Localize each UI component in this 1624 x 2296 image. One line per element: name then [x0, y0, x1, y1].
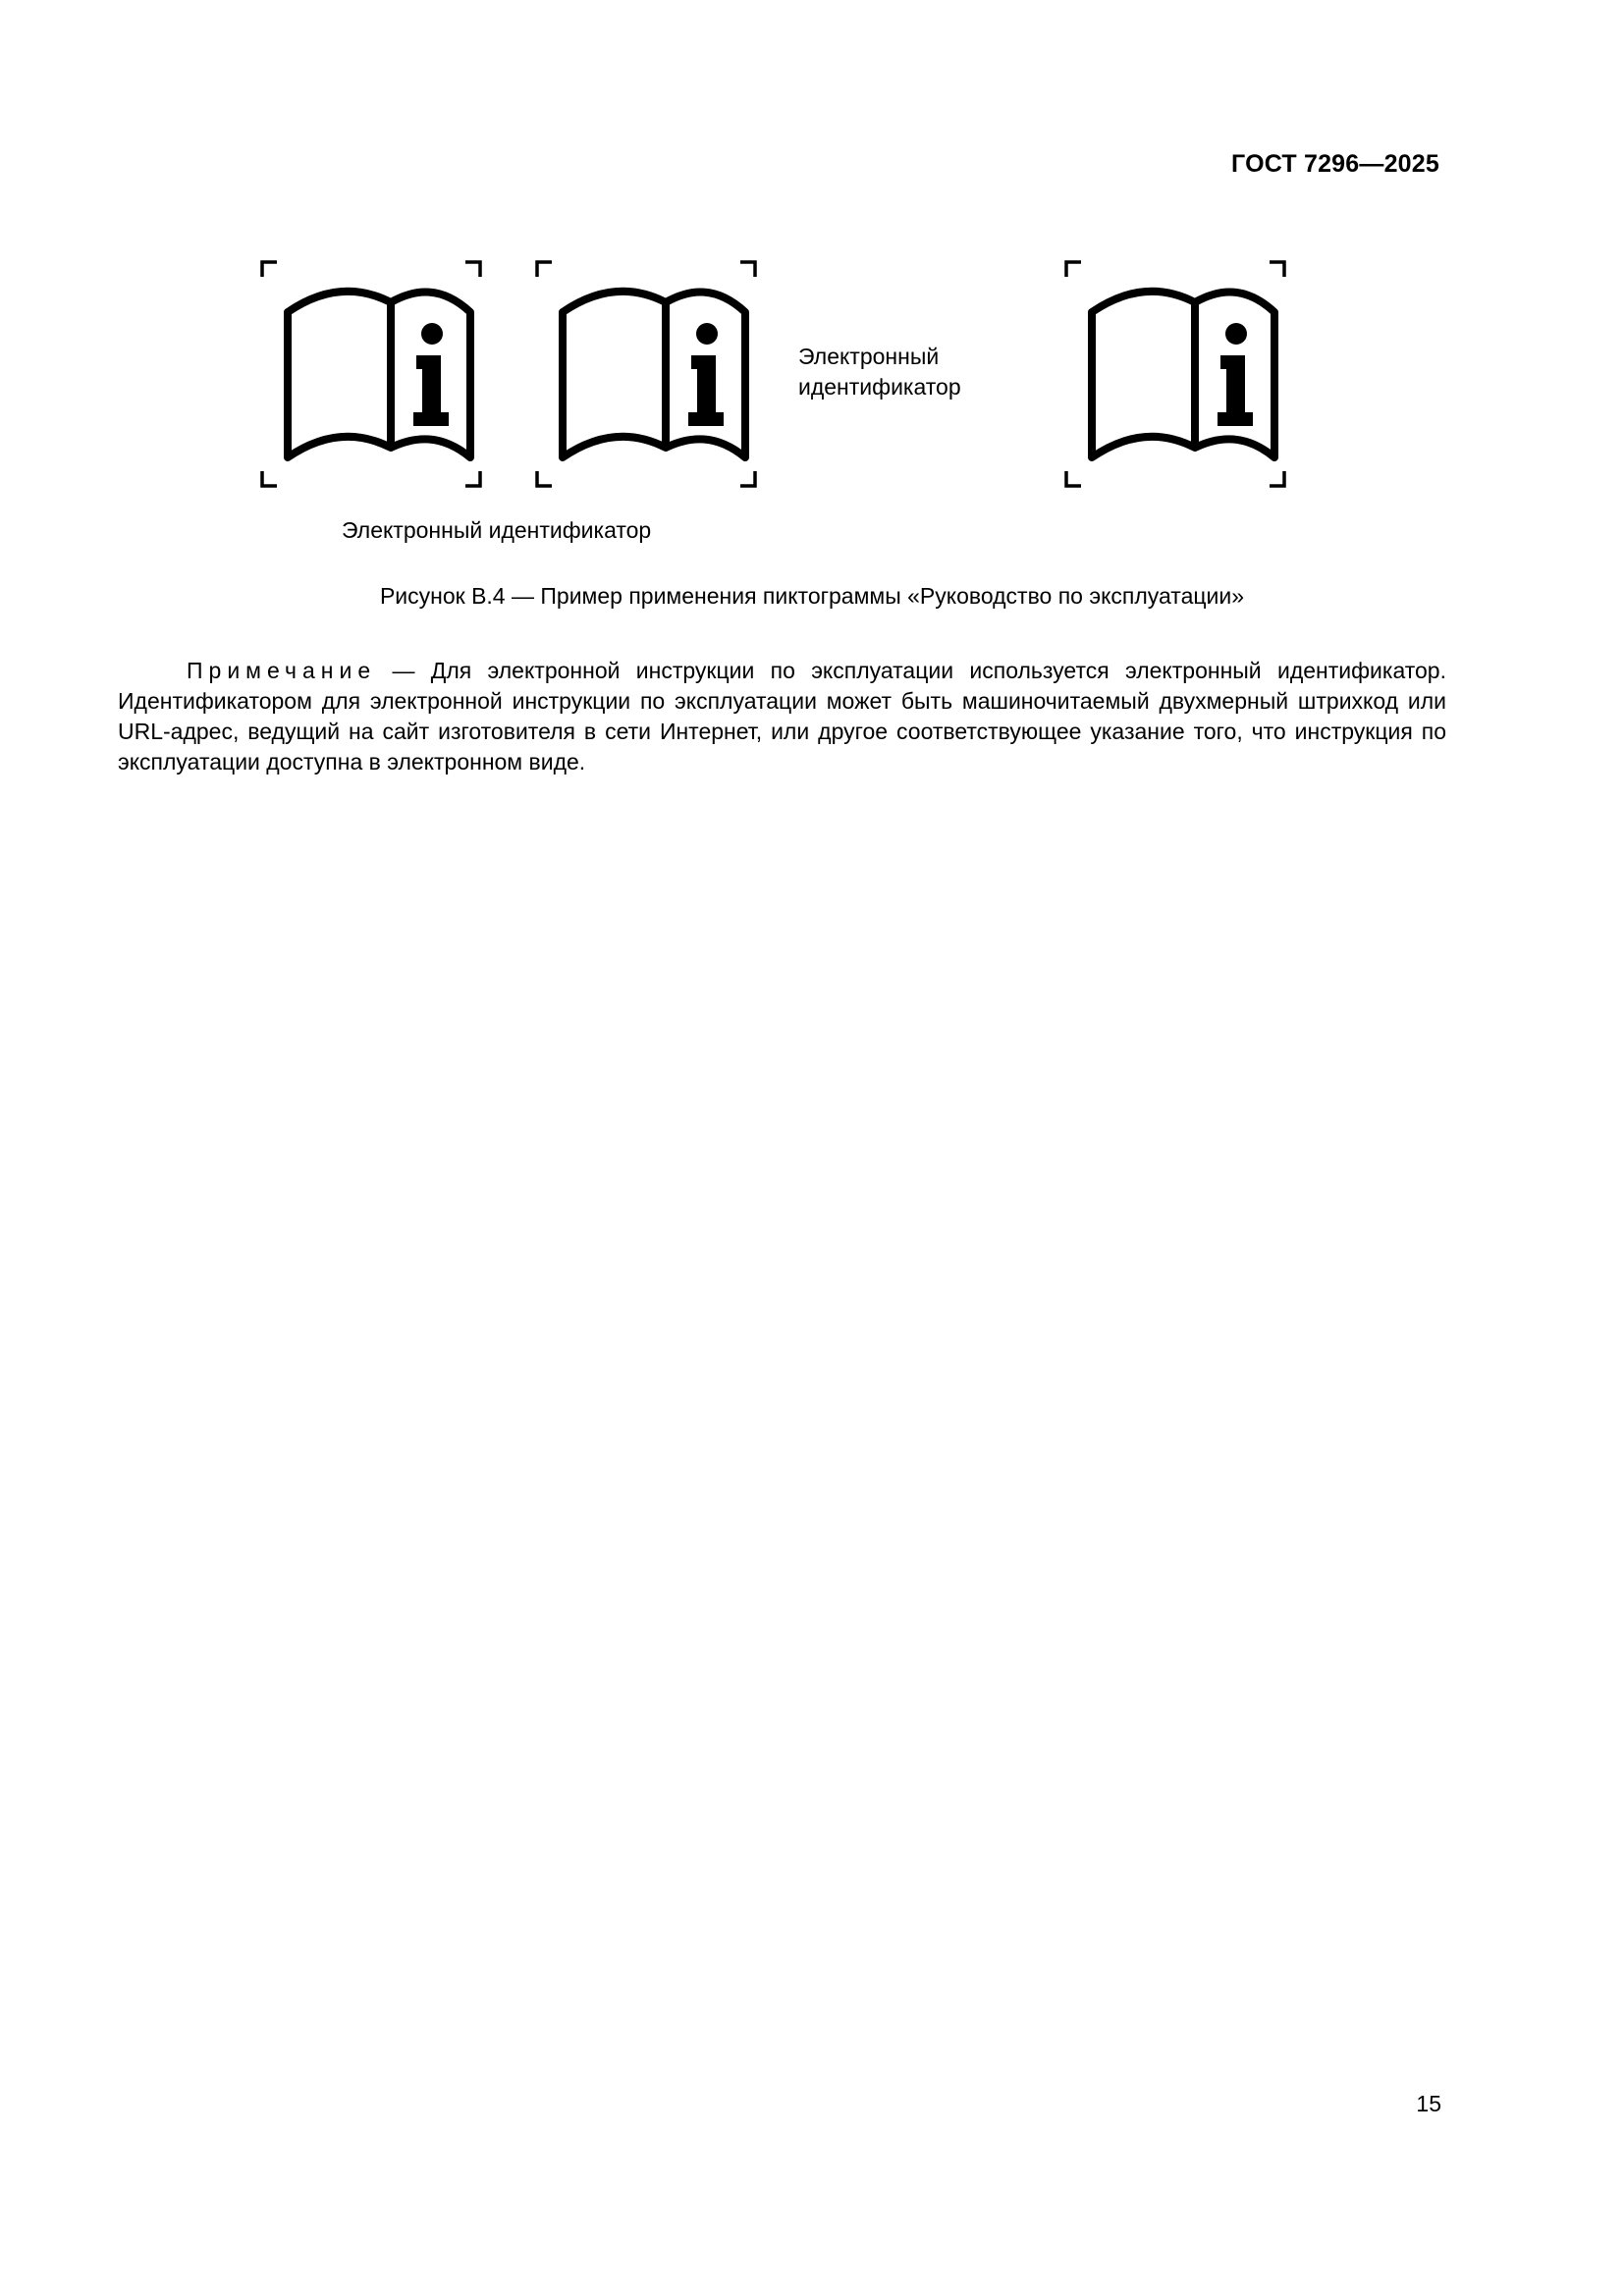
instruction-manual-icon	[253, 251, 489, 497]
note-text: — Для электронной инструкции по эксплуатации используется электронный идентификатор. Идентификатором для электронной инструкции по эксплуатации может быть машиночитаемый двухмерный штрихкод или URL-адрес, ведущий на сайт изготовителя в сети Интернет, или другое соответствующее указание того, что инструкция по эксплуатации доступна в электронном виде.	[118, 658, 1446, 774]
instruction-manual-icon	[1057, 251, 1293, 497]
note-paragraph	[118, 656, 1446, 777]
electronic-identifier-side-label	[798, 342, 1014, 402]
side-label-line-2: идентификатор	[798, 374, 961, 400]
page-number: 15	[1416, 2091, 1441, 2116]
note-label: Примечание	[187, 658, 377, 683]
figure	[0, 236, 1624, 569]
figure-caption: Рисунок В.4 — Пример применения пиктограммы «Руководство по эксплуатации»	[379, 583, 1245, 609]
side-label-line-1: Электронный	[798, 344, 940, 369]
instruction-manual-icon	[528, 251, 764, 497]
electronic-identifier-under-label: Электронный идентификатор	[342, 517, 652, 543]
standard-id-header: ГОСТ 7296—2025	[1231, 150, 1439, 178]
